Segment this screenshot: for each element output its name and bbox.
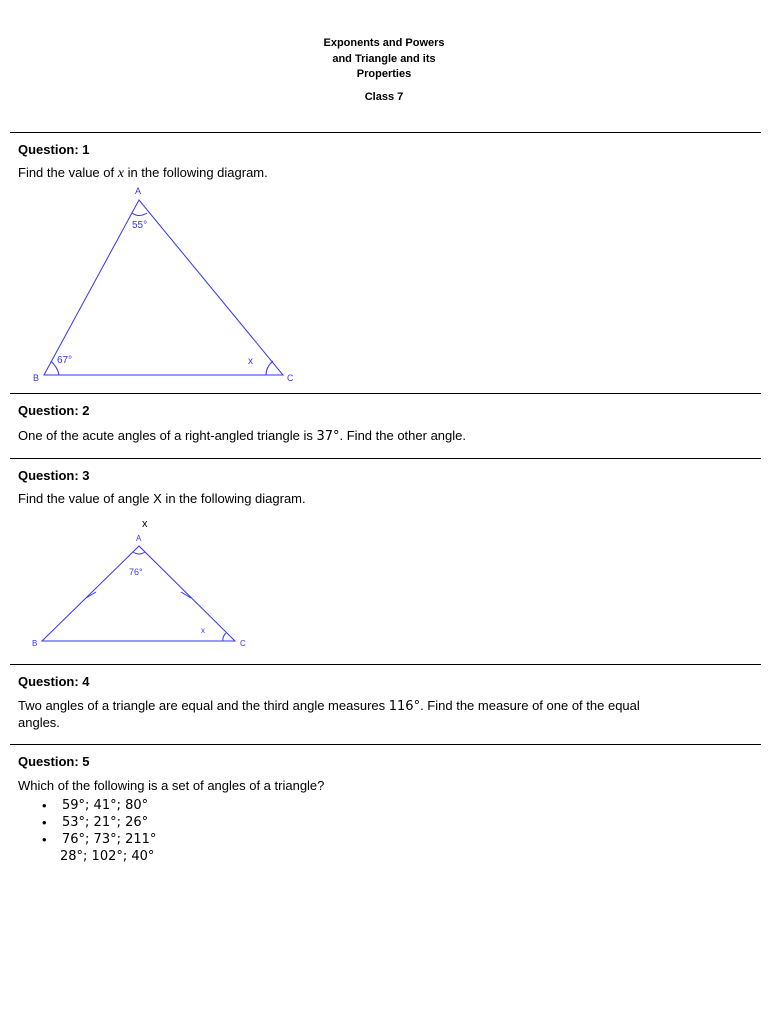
angle-arc-c [266,361,273,375]
angle-arc-c [223,633,226,641]
option-2 [42,814,156,831]
title-line-1: Exponents and Powers [323,37,445,49]
angle-label-a: 55° [132,220,148,231]
divider [10,393,761,394]
answer-options [42,797,156,848]
question-2-title: Question: 2 [18,403,90,418]
angle-arc-a [132,213,147,216]
angle-label-c: x [201,626,205,635]
vertex-label-b: B [32,639,38,648]
triangle-abc [44,200,283,375]
question-4-title: Question: 4 [18,674,90,689]
question-4-value: 116° [388,699,421,714]
title-line-3: Properties [356,68,412,80]
question-4-text-after: . Find the measure of one of the equal [420,698,640,713]
bullet-icon: • [42,798,47,813]
question-2-value: 37° [316,429,340,444]
isosceles-triangle [42,546,235,641]
question-4-text-before: Two angles of a triangle are equal and the third angle measures [18,698,389,713]
option-3-text: 76°; 73°; 211° [62,832,157,847]
question-1-title: Question: 1 [18,142,90,157]
vertex-label-c: C [287,373,294,383]
divider [10,664,761,665]
angle-arc-a [133,552,145,554]
vertex-label-a: A [135,186,142,196]
option-1 [42,797,156,814]
angle-label-b: 67° [57,355,73,366]
question-3-text: Find the value of angle X in the following diagram. [18,491,306,506]
question-3-title: Question: 3 [18,468,90,483]
triangle-diagram-2 [0,512,270,652]
bullet-icon: • [42,815,47,830]
option-1-text: 59°; 41°; 80° [62,798,149,813]
angle-label-a: 76° [129,567,143,577]
vertex-label-a: A [136,534,142,543]
question-1-text-before: Find the value of [18,165,118,180]
vertex-label-c: C [240,639,246,648]
title-line-2: and Triangle and its [332,52,436,65]
triangle-diagram-1 [0,180,320,390]
question-2-text-before: One of the acute angles of a right-angled triangle is [18,428,317,443]
question-5-text: Which of the following is a set of angles of a triangle? [18,778,325,793]
option-4-text: 28°; 102°; 40° [60,849,155,864]
question-5-title: Question: 5 [18,754,90,769]
option-2-text: 53°; 21°; 26° [62,815,149,830]
divider [10,458,761,459]
question-4-text-line2: angles. [18,715,60,730]
question-1-variable: x [117,166,124,181]
question-2-text-after: . Find the other angle. [339,428,466,443]
top-label-x: x [142,518,148,530]
bullet-icon: • [42,832,47,847]
divider [10,132,761,133]
class-label: Class 7 [364,90,404,103]
vertex-label-b: B [33,373,40,383]
option-3 [42,831,156,848]
question-1-text-after: in the following diagram. [123,165,268,180]
divider [10,744,761,745]
document-header [0,36,768,105]
question-4-text [18,698,738,731]
question-2-text [18,428,466,445]
angle-label-c: x [248,356,253,367]
